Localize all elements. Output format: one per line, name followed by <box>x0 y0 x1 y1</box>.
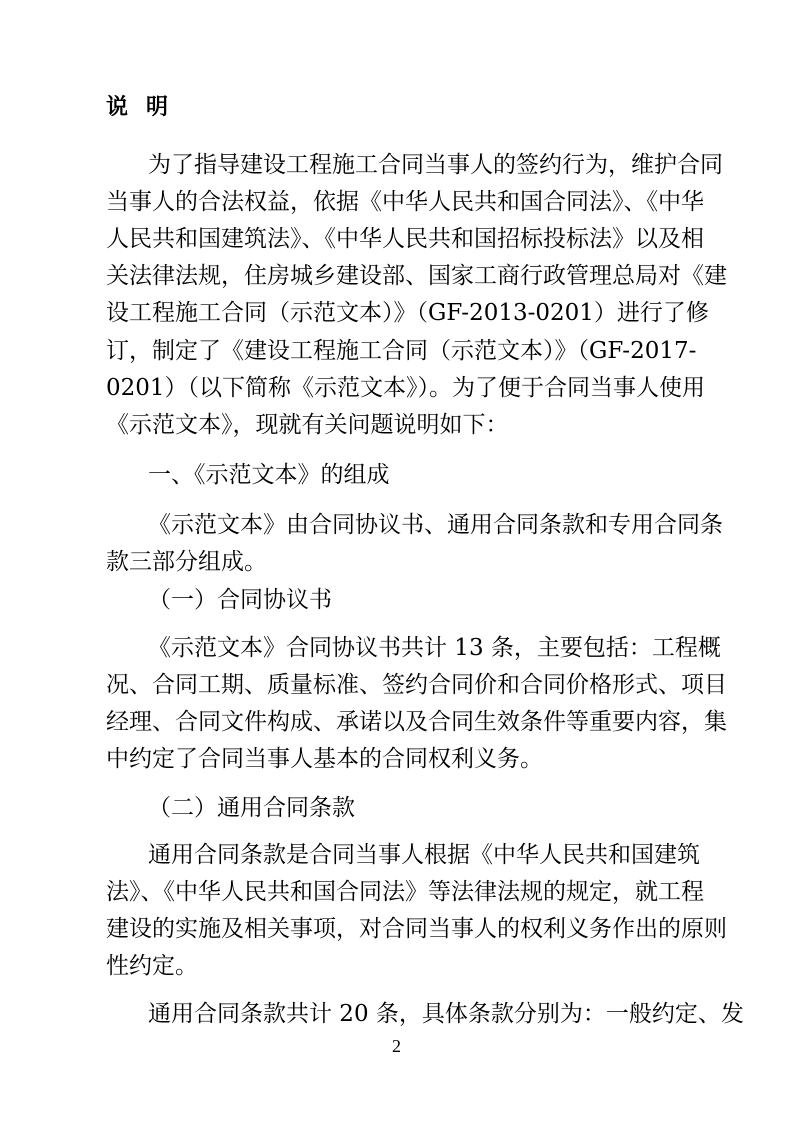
section-heading: 一、《示范文本》的组成 <box>148 462 390 488</box>
text-line: 人民共和国建筑法》、《中华人民共和国招标投标法》以及相 <box>106 226 704 252</box>
section-heading: （二）通用合同条款 <box>148 795 355 821</box>
page-title: 说明 <box>106 94 187 120</box>
text-line: 0201）（以下简称《示范文本》）。为了便于合同当事人使用 <box>106 375 706 401</box>
text-line: 《示范文本》，现就有关问题说明如下： <box>106 412 509 438</box>
text-line: 设工程施工合同（示范文本）》（GF-2013-0201）进行了修 <box>106 300 709 326</box>
text-line: 性约定。 <box>106 953 198 979</box>
text-line: 况、合同工期、质量标准、签约合同价和合同价格形式、项目 <box>106 672 727 698</box>
text-line: 当事人的合法权益，依据《中华人民共和国合同法》、《中华 <box>106 189 704 215</box>
text-line: 通用合同条款是合同当事人根据《中华人民共和国建筑 <box>148 842 700 868</box>
text-line: 关法律法规，住房城乡建设部、国家工商行政管理总局对《建 <box>106 263 727 289</box>
text-line: 建设的实施及相关事项，对合同当事人的权利义务作出的原则 <box>106 916 727 942</box>
text-line: 经理、合同文件构成、承诺以及合同生效条件等重要内容，集 <box>106 709 727 735</box>
text-line: 法》、《中华人民共和国合同法》等法律法规的规定，就工程 <box>106 879 704 905</box>
text-line: 通用合同条款共计 20 条，具体条款分别为：一般约定、发 <box>148 1001 744 1027</box>
section-heading: （一）合同协议书 <box>148 587 332 613</box>
text-line: 《示范文本》由合同协议书、通用合同条款和专用合同条 <box>148 512 723 538</box>
text-line: 款三部分组成。 <box>106 549 267 575</box>
text-line: 为了指导建设工程施工合同当事人的签约行为，维护合同 <box>148 152 723 178</box>
page-number: 2 <box>392 1036 401 1056</box>
text-line: 中约定了合同当事人基本的合同权利义务。 <box>106 746 543 772</box>
text-line: 订，制定了《建设工程施工合同（示范文本）》（GF-2017- <box>106 338 697 364</box>
text-line: 《示范文本》合同协议书共计 13 条，主要包括：工程概 <box>148 635 721 661</box>
